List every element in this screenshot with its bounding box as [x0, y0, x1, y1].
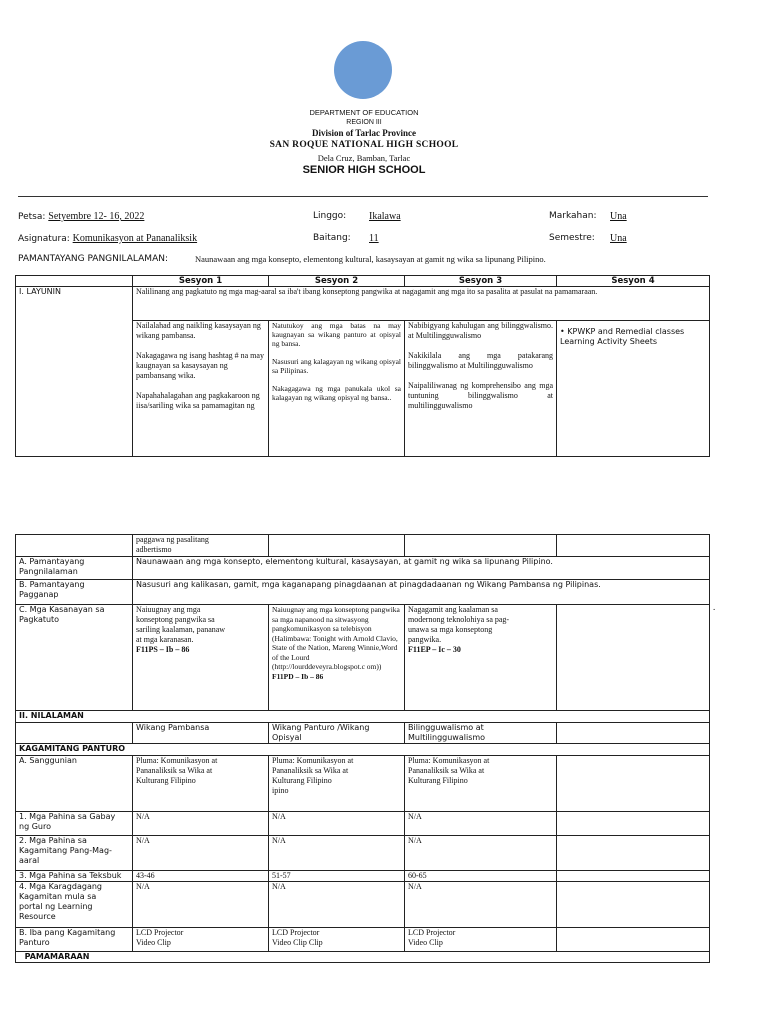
- teksbuk-sesyon-1: 43-46: [133, 871, 269, 882]
- mag-aaral-label: 2. Mga Pahina sa Kagamitang Pang-Mag- aaral: [16, 836, 133, 871]
- asignatura-value: Komunikasyon at Pananaliksik: [72, 233, 198, 244]
- b-pamantayang-label: B. Pamantayang Pagganap: [16, 580, 133, 605]
- iba-pang-kagamitan-label: B. Iba pang Kagamitang Panturo: [16, 928, 133, 952]
- c-s2-code: F11PD – Ib – 86: [272, 671, 324, 681]
- header-divider: [18, 196, 708, 197]
- sanggunian-sesyon-4: [557, 756, 710, 812]
- corner-cell: [16, 276, 133, 287]
- sanggunian-sesyon-3: Pluma: Komunikasyon at Pananaliksik sa Wika at Kulturang Filipino: [405, 756, 557, 812]
- layunin-table: [15, 275, 710, 457]
- semestre-value: Una: [610, 233, 627, 244]
- gabay-guro-label: 1. Mga Pahina sa Gabay ng Guro: [16, 812, 133, 836]
- c-s1-text: Naiuugnay ang mga konseptong pangwika sa sariling kaalaman, pananaw at mga karanasan.: [136, 605, 226, 644]
- cont-sesyon-2: [269, 535, 405, 557]
- gabay-guro-sesyon-2: N/A: [269, 812, 405, 836]
- layunin-label: I. LAYUNIN: [16, 287, 133, 457]
- c-kasanayan-label: C. Mga Kasanayan sa Pagkatuto: [16, 605, 133, 711]
- iba-pang-sesyon-3: LCD Projector Video Clip: [405, 928, 557, 952]
- gabay-guro-sesyon-4: [557, 812, 710, 836]
- teksbuk-label: 3. Mga Pahina sa Teksbuk: [16, 871, 133, 882]
- cont-sesyon-1: paggawa ng pasalitang adbertismo: [133, 535, 269, 557]
- nilalaman-empty: [16, 723, 133, 744]
- c-s3-text: Nagagamit ang kaalaman sa modernong teknolohiya sa pag- unawa sa mga konseptong pangwika.: [408, 605, 510, 644]
- teksbuk-sesyon-2: 51-57: [269, 871, 405, 882]
- iba-pang-sesyon-4: [557, 928, 710, 952]
- mag-aaral-sesyon-1: N/A: [133, 836, 269, 871]
- division-line: Division of Tarlac Province: [311, 128, 417, 138]
- a-pamantayang-label: A. Pamantayang Pangnilalaman: [16, 557, 133, 580]
- school-address: Dela Cruz, Bamban, Tarlac: [317, 153, 411, 163]
- petsa-value: Setyembre 12- 16, 2022: [48, 211, 145, 222]
- stray-mark: .: [713, 602, 716, 612]
- cont-sesyon-3: [405, 535, 557, 557]
- header-sesyon-1: Sesyon 1: [133, 276, 269, 287]
- sanggunian-label: A. Sanggunian: [16, 756, 133, 812]
- petsa-label: Petsa:: [18, 212, 46, 222]
- asignatura-row: [18, 233, 197, 244]
- gabay-guro-sesyon-3: N/A: [405, 812, 557, 836]
- cont-label: [16, 535, 133, 557]
- layunin-sesyon-2: Natutukoy ang mga batas na may kaugnayan sa wikang panturo at opisyal ng bansa. Nasusuri ang kalagayan ng wikang opisyal sa Pilipinas. Nakagagawa ng mga panukala ukol sa kalagayan ng wikang opisyal ng bansa..: [269, 321, 405, 457]
- header-sesyon-2: Sesyon 2: [269, 276, 405, 287]
- c-s2-text: Naiuugnay ang mga konseptong pangwika sa mga napanood na sitwasyong pangkomunikasyon sa telebisyon (Halimbawa: Tonight with Arnold Clavio, State of the Nation, Mareng Winnie,Word of the Lourd (http://lourddeveyra.blogspot.c om)): [272, 605, 400, 671]
- nilalaman-table: [15, 534, 710, 963]
- layunin-sesyon-4: • KPWKP and Remedial classes Learning Activity Sheets: [557, 321, 710, 457]
- c-s3-code: F11EP – Ic – 30: [408, 645, 461, 654]
- sanggunian-sesyon-1: Pluma: Komunikasyon at Pananaliksik sa Wika at Kulturang Filipino: [133, 756, 269, 812]
- sanggunian-sesyon-2: Pluma: Komunikasyon at Pananaliksik sa Wika at Kulturang Filipino ipino: [269, 756, 405, 812]
- layunin-text: Nalilinang ang pagkatuto ng mga mag-aaral sa iba't ibang konseptong pangwika at nagagamit ang mga ito sa pasalita at pasulat na pamamaraan.: [133, 287, 710, 321]
- region-line: REGION III: [346, 119, 382, 126]
- cont-sesyon-4: [557, 535, 710, 557]
- c-kasanayan-sesyon-3: [405, 605, 557, 711]
- gabay-guro-sesyon-1: N/A: [133, 812, 269, 836]
- c-kasanayan-sesyon-1: [133, 605, 269, 711]
- baitang-value: 11: [369, 233, 379, 244]
- department-line: DEPARTMENT OF EDUCATION: [309, 108, 419, 117]
- b-pamantayang-text: Nasusuri ang kalikasan, gamit, mga kaganapang pinagdaanan at pinagdadaanan ng Wikang Pambansa ng Pilipinas.: [133, 580, 710, 605]
- mag-aaral-sesyon-3: N/A: [405, 836, 557, 871]
- school-name: SAN ROQUE NATIONAL HIGH SCHOOL: [269, 140, 459, 150]
- teksbuk-sesyon-4: [557, 871, 710, 882]
- iba-pang-sesyon-2: LCD Projector Video Clip Clip: [269, 928, 405, 952]
- teksbuk-sesyon-3: 60-65: [405, 871, 557, 882]
- pamantayan-label: PAMANTAYANG PANGNILALAMAN:: [18, 254, 168, 264]
- mag-aaral-sesyon-2: N/A: [269, 836, 405, 871]
- c-kasanayan-sesyon-4: [557, 605, 710, 711]
- layunin-sesyon-3: Nabibigyang kahulugan ang bilinggwalismo. at Multilingguwalismo Nakikilala ang mga patakarang bilinggwalismo at Multilingguwalismo Naipaliliwanag ng komprehensibo ang mga tuntuning bilinggwalismo at multilingguwalismo: [405, 321, 557, 457]
- karagdagang-sesyon-2: N/A: [269, 882, 405, 928]
- c-s1-code: F11PS – Ib – 86: [136, 645, 190, 654]
- linggo-value: Ikalawa: [369, 211, 401, 222]
- pamantayan-value: Naunawaan ang mga konsepto, elementong kultural, kasaysayan at gamit ng wika sa lipunang Pilipino.: [195, 254, 546, 264]
- header-sesyon-3: Sesyon 3: [405, 276, 557, 287]
- karagdagang-sesyon-3: N/A: [405, 882, 557, 928]
- baitang-label: Baitang:: [313, 233, 351, 243]
- nilalaman-label: II. NILALAMAN: [16, 711, 710, 723]
- school-logo-circle: [334, 41, 392, 99]
- markahan-value: Una: [610, 211, 627, 222]
- semestre-label: Semestre:: [549, 233, 595, 243]
- kagamitan-label: KAGAMITANG PANTURO: [16, 744, 710, 756]
- nilalaman-sesyon-4: [557, 723, 710, 744]
- program-title: SENIOR HIGH SCHOOL: [302, 164, 426, 176]
- karagdagang-sesyon-1: N/A: [133, 882, 269, 928]
- linggo-label: Linggo:: [313, 211, 347, 221]
- header-sesyon-4: Sesyon 4: [557, 276, 710, 287]
- layunin-sesyon-1: Nailalahad ang naikling kasaysayan ng wikang pambansa. Nakagagawa ng isang hashtag # na may kaugnayan sa kasaysayan ng pambansang wika. Napahahalagahan ang pagkakaroon ng iisa/sariling wika sa pamamagitan ng: [133, 321, 269, 457]
- karagdagang-sesyon-4: [557, 882, 710, 928]
- nilalaman-sesyon-3: Bilingguwalismo at Multilingguwalismo: [405, 723, 557, 744]
- karagdagang-label: 4. Mga Karagdagang Kagamitan mula sa portal ng Learning Resource: [16, 882, 133, 928]
- markahan-label: Markahan:: [549, 211, 597, 221]
- nilalaman-sesyon-1: Wikang Pambansa: [133, 723, 269, 744]
- mag-aaral-sesyon-4: [557, 836, 710, 871]
- asignatura-label: Asignatura:: [18, 234, 70, 244]
- pamamaraan-label: PAMAMARAAN: [16, 952, 710, 963]
- petsa-row: [18, 211, 144, 222]
- a-pamantayang-text: Naunawaan ang mga konsepto, elementong kultural, kasaysayan, at gamit ng wika sa lipunang Pilipino.: [133, 557, 710, 580]
- nilalaman-sesyon-2: Wikang Panturo /Wikang Opisyal: [269, 723, 405, 744]
- c-kasanayan-sesyon-2: [269, 605, 405, 711]
- iba-pang-sesyon-1: LCD Projector Video Clip: [133, 928, 269, 952]
